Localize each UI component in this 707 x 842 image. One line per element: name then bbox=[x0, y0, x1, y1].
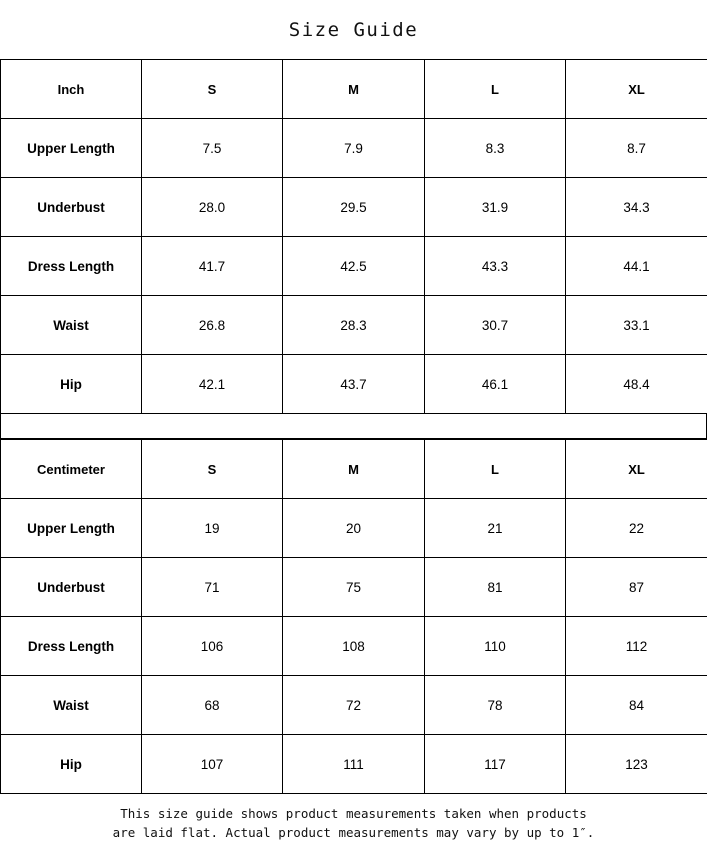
footer-note bbox=[0, 794, 707, 842]
inch-size-table bbox=[0, 59, 707, 414]
column-header-unit: Inch bbox=[1, 60, 142, 119]
row-label: Upper Length bbox=[1, 499, 142, 558]
table-row bbox=[1, 355, 707, 414]
cell-value: 112 bbox=[566, 617, 707, 676]
cell-value: 75 bbox=[283, 558, 425, 617]
cell-value: 7.9 bbox=[283, 119, 425, 178]
cell-value: 108 bbox=[283, 617, 425, 676]
table-row bbox=[1, 119, 707, 178]
cell-value: 42.1 bbox=[142, 355, 283, 414]
cell-value: 46.1 bbox=[425, 355, 566, 414]
cell-value: 87 bbox=[566, 558, 707, 617]
cell-value: 43.3 bbox=[425, 237, 566, 296]
table-header-row bbox=[1, 60, 707, 119]
cell-value: 31.9 bbox=[425, 178, 566, 237]
cell-value: 42.5 bbox=[283, 237, 425, 296]
cell-value: 41.7 bbox=[142, 237, 283, 296]
cell-value: 68 bbox=[142, 676, 283, 735]
cell-value: 107 bbox=[142, 735, 283, 794]
row-label: Waist bbox=[1, 676, 142, 735]
row-label: Dress Length bbox=[1, 237, 142, 296]
table-row bbox=[1, 296, 707, 355]
cell-value: 20 bbox=[283, 499, 425, 558]
footer-note-line-2: are laid flat. Actual product measurements may vary by up to 1″. bbox=[112, 825, 595, 840]
column-header-m: M bbox=[283, 440, 425, 499]
cell-value: 71 bbox=[142, 558, 283, 617]
cell-value: 19 bbox=[142, 499, 283, 558]
cell-value: 28.3 bbox=[283, 296, 425, 355]
centimeter-size-table bbox=[0, 439, 707, 794]
column-header-l: L bbox=[425, 60, 566, 119]
table-row bbox=[1, 558, 707, 617]
footer-note-line-1: This size guide shows product measurements taken when products bbox=[120, 806, 587, 821]
page-title: Size Guide bbox=[288, 19, 419, 41]
table-row bbox=[1, 237, 707, 296]
cell-value: 8.7 bbox=[566, 119, 707, 178]
cell-value: 8.3 bbox=[425, 119, 566, 178]
cell-value: 26.8 bbox=[142, 296, 283, 355]
cell-value: 21 bbox=[425, 499, 566, 558]
table-row bbox=[1, 735, 707, 794]
cell-value: 106 bbox=[142, 617, 283, 676]
table-header-row bbox=[1, 440, 707, 499]
column-header-unit: Centimeter bbox=[1, 440, 142, 499]
table-row bbox=[1, 617, 707, 676]
row-label: Waist bbox=[1, 296, 142, 355]
cell-value: 28.0 bbox=[142, 178, 283, 237]
table-row bbox=[1, 178, 707, 237]
cell-value: 29.5 bbox=[283, 178, 425, 237]
column-header-s: S bbox=[142, 440, 283, 499]
row-label: Hip bbox=[1, 355, 142, 414]
cell-value: 30.7 bbox=[425, 296, 566, 355]
cell-value: 84 bbox=[566, 676, 707, 735]
cell-value: 48.4 bbox=[566, 355, 707, 414]
cell-value: 110 bbox=[425, 617, 566, 676]
cell-value: 123 bbox=[566, 735, 707, 794]
column-header-xl: XL bbox=[566, 440, 707, 499]
cell-value: 34.3 bbox=[566, 178, 707, 237]
cell-value: 72 bbox=[283, 676, 425, 735]
row-label: Underbust bbox=[1, 178, 142, 237]
cell-value: 7.5 bbox=[142, 119, 283, 178]
cell-value: 33.1 bbox=[566, 296, 707, 355]
row-label: Dress Length bbox=[1, 617, 142, 676]
table-row bbox=[1, 499, 707, 558]
row-label: Underbust bbox=[1, 558, 142, 617]
cell-value: 78 bbox=[425, 676, 566, 735]
row-label: Upper Length bbox=[1, 119, 142, 178]
cell-value: 44.1 bbox=[566, 237, 707, 296]
column-header-s: S bbox=[142, 60, 283, 119]
table-separator bbox=[0, 414, 707, 439]
cell-value: 117 bbox=[425, 735, 566, 794]
cell-value: 111 bbox=[283, 735, 425, 794]
row-label: Hip bbox=[1, 735, 142, 794]
table-row bbox=[1, 676, 707, 735]
column-header-m: M bbox=[283, 60, 425, 119]
cell-value: 81 bbox=[425, 558, 566, 617]
column-header-xl: XL bbox=[566, 60, 707, 119]
cell-value: 43.7 bbox=[283, 355, 425, 414]
column-header-l: L bbox=[425, 440, 566, 499]
cell-value: 22 bbox=[566, 499, 707, 558]
